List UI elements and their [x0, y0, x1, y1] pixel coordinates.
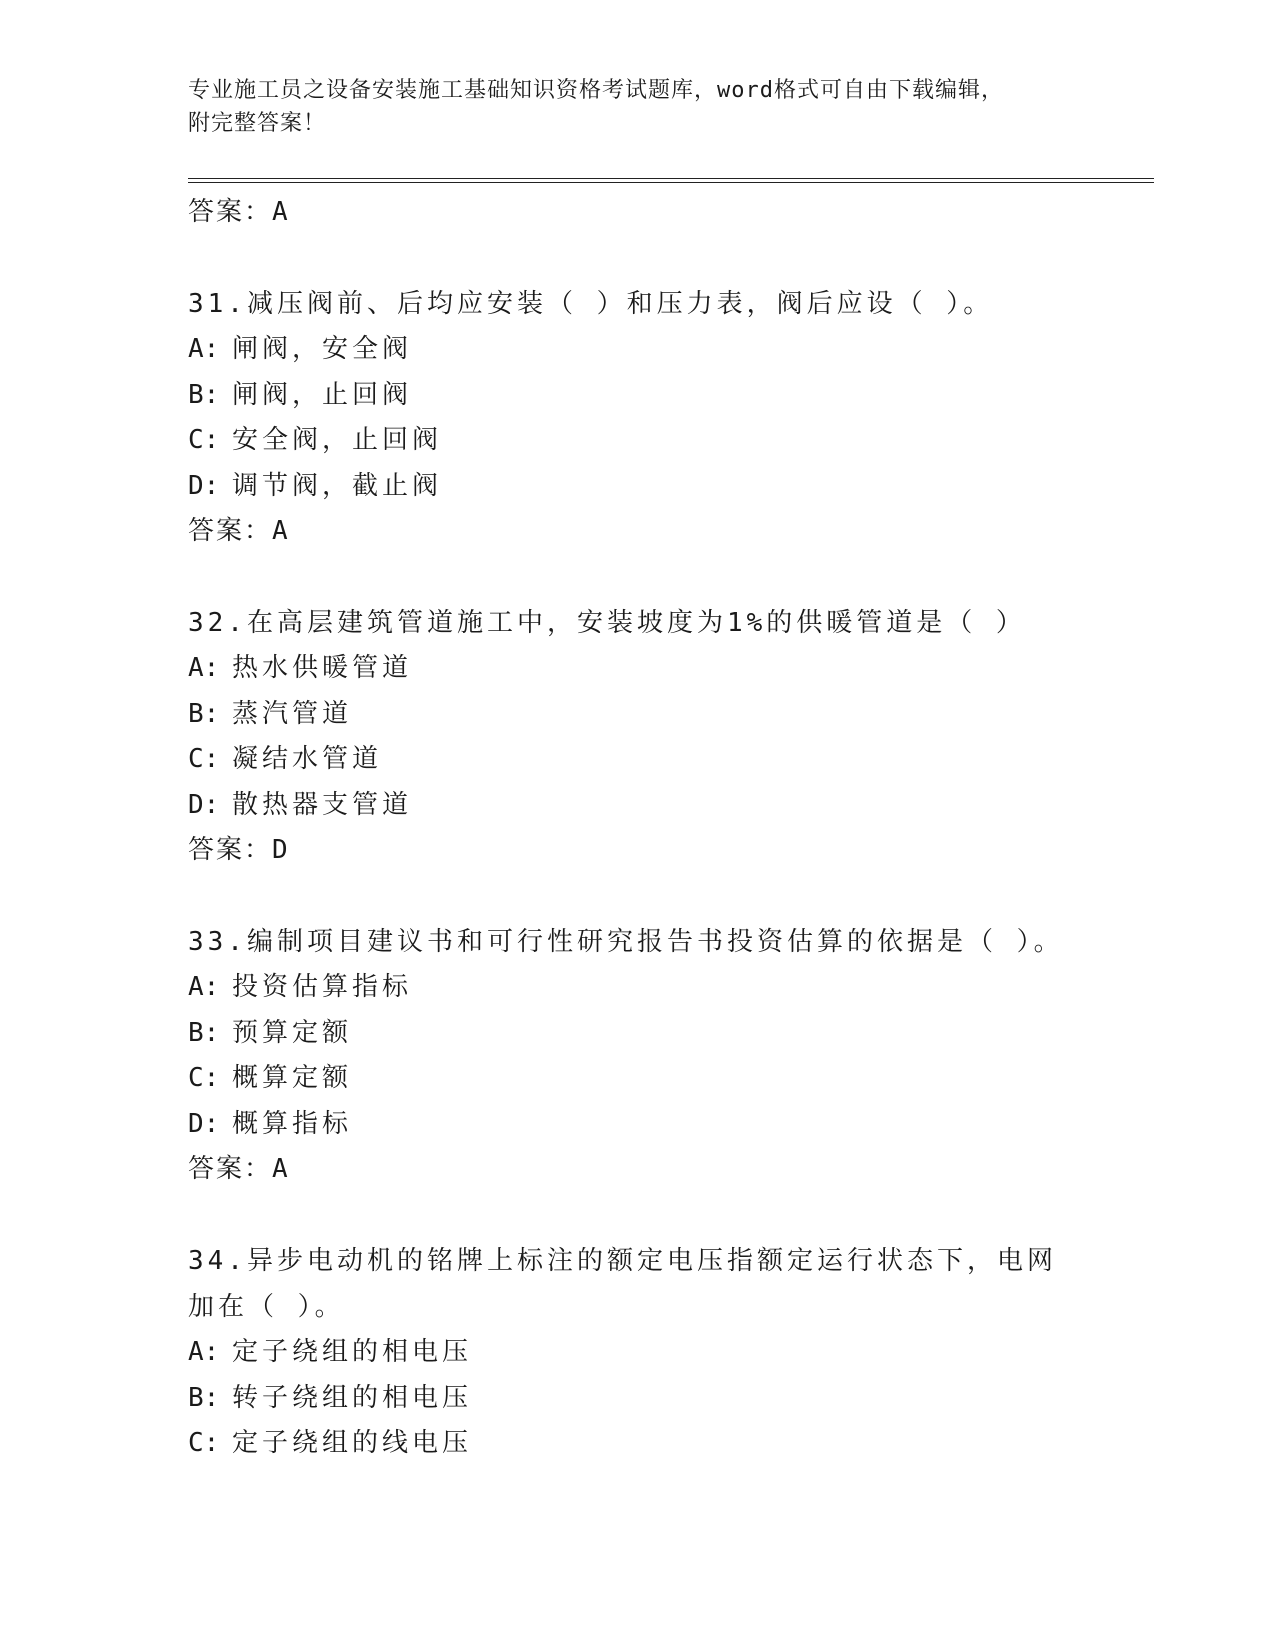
header-divider — [188, 178, 1154, 183]
answer-line: 答案：A — [188, 516, 290, 546]
question-32 — [188, 600, 1088, 872]
question-text: 32.在高层建筑管道施工中，安装坡度为1%的供暖管道是（ ） — [188, 608, 1026, 638]
option-text: 调节阀，截止阀 — [232, 470, 443, 501]
question-text: 33.编制项目建议书和可行性研究报告书投资估算的依据是（ ）。 — [188, 927, 1064, 957]
option-letter: B: — [188, 698, 220, 729]
header-line-1: 专业施工员之设备安装施工基础知识资格考试题库，word格式可自由下载编辑， — [188, 78, 1004, 103]
option-letter: A: — [188, 972, 220, 1002]
document-body — [188, 190, 1088, 1467]
option-b — [188, 1376, 1088, 1422]
question-33 — [188, 919, 1088, 1191]
page-header — [188, 74, 1068, 140]
option-text: 安全阀，止回阀 — [232, 425, 443, 455]
option-text: 投资估算指标 — [232, 972, 413, 1002]
option-letter: A: — [188, 334, 220, 364]
option-c — [188, 1056, 1088, 1102]
option-text: 定子绕组的相电压 — [232, 1337, 473, 1367]
option-a — [188, 646, 1088, 692]
option-a — [188, 327, 1088, 373]
option-text: 散热器支管道 — [232, 789, 413, 820]
option-letter: B: — [188, 379, 220, 410]
question-34 — [188, 1238, 1088, 1467]
option-d — [188, 1102, 1088, 1148]
option-c — [188, 418, 1088, 464]
option-letter: B: — [188, 1017, 220, 1048]
option-text: 转子绕组的相电压 — [232, 1382, 473, 1413]
option-letter: D: — [188, 470, 220, 501]
option-letter: C: — [188, 1428, 220, 1458]
question-31 — [188, 281, 1088, 553]
option-text: 预算定额 — [232, 1017, 353, 1048]
option-a — [188, 965, 1088, 1011]
option-text: 蒸汽管道 — [232, 698, 353, 729]
answer-line: 答案：A — [188, 197, 290, 227]
option-c — [188, 1421, 1088, 1467]
option-b — [188, 692, 1088, 738]
answer-line: 答案：D — [188, 835, 290, 865]
option-d — [188, 464, 1088, 510]
question-text: 34.异步电动机的铭牌上标注的额定电压指额定运行状态下，电网加在（ ）。 — [188, 1246, 1057, 1322]
option-letter: A: — [188, 1337, 220, 1367]
option-letter: D: — [188, 1108, 220, 1139]
option-text: 概算指标 — [232, 1108, 353, 1139]
option-letter: C: — [188, 1063, 220, 1093]
option-letter: D: — [188, 789, 220, 820]
option-text: 闸阀，止回阀 — [232, 379, 413, 410]
option-c — [188, 737, 1088, 783]
option-text: 闸阀，安全阀 — [232, 334, 413, 364]
option-letter: B: — [188, 1382, 220, 1413]
option-text: 概算定额 — [232, 1063, 353, 1093]
option-text: 热水供暖管道 — [232, 653, 413, 683]
option-letter: A: — [188, 653, 220, 683]
option-letter: C: — [188, 744, 220, 774]
option-a — [188, 1330, 1088, 1376]
question-text: 31.减压阀前、后均应安装（ ）和压力表，阀后应设（ ）。 — [188, 289, 994, 319]
option-b — [188, 1011, 1088, 1057]
header-line-2: 附完整答案！ — [188, 111, 327, 136]
option-text: 定子绕组的线电压 — [232, 1428, 473, 1458]
option-b — [188, 373, 1088, 419]
option-text: 凝结水管道 — [232, 744, 383, 774]
answer-line: 答案：A — [188, 1154, 290, 1184]
option-d — [188, 783, 1088, 829]
option-letter: C: — [188, 425, 220, 455]
